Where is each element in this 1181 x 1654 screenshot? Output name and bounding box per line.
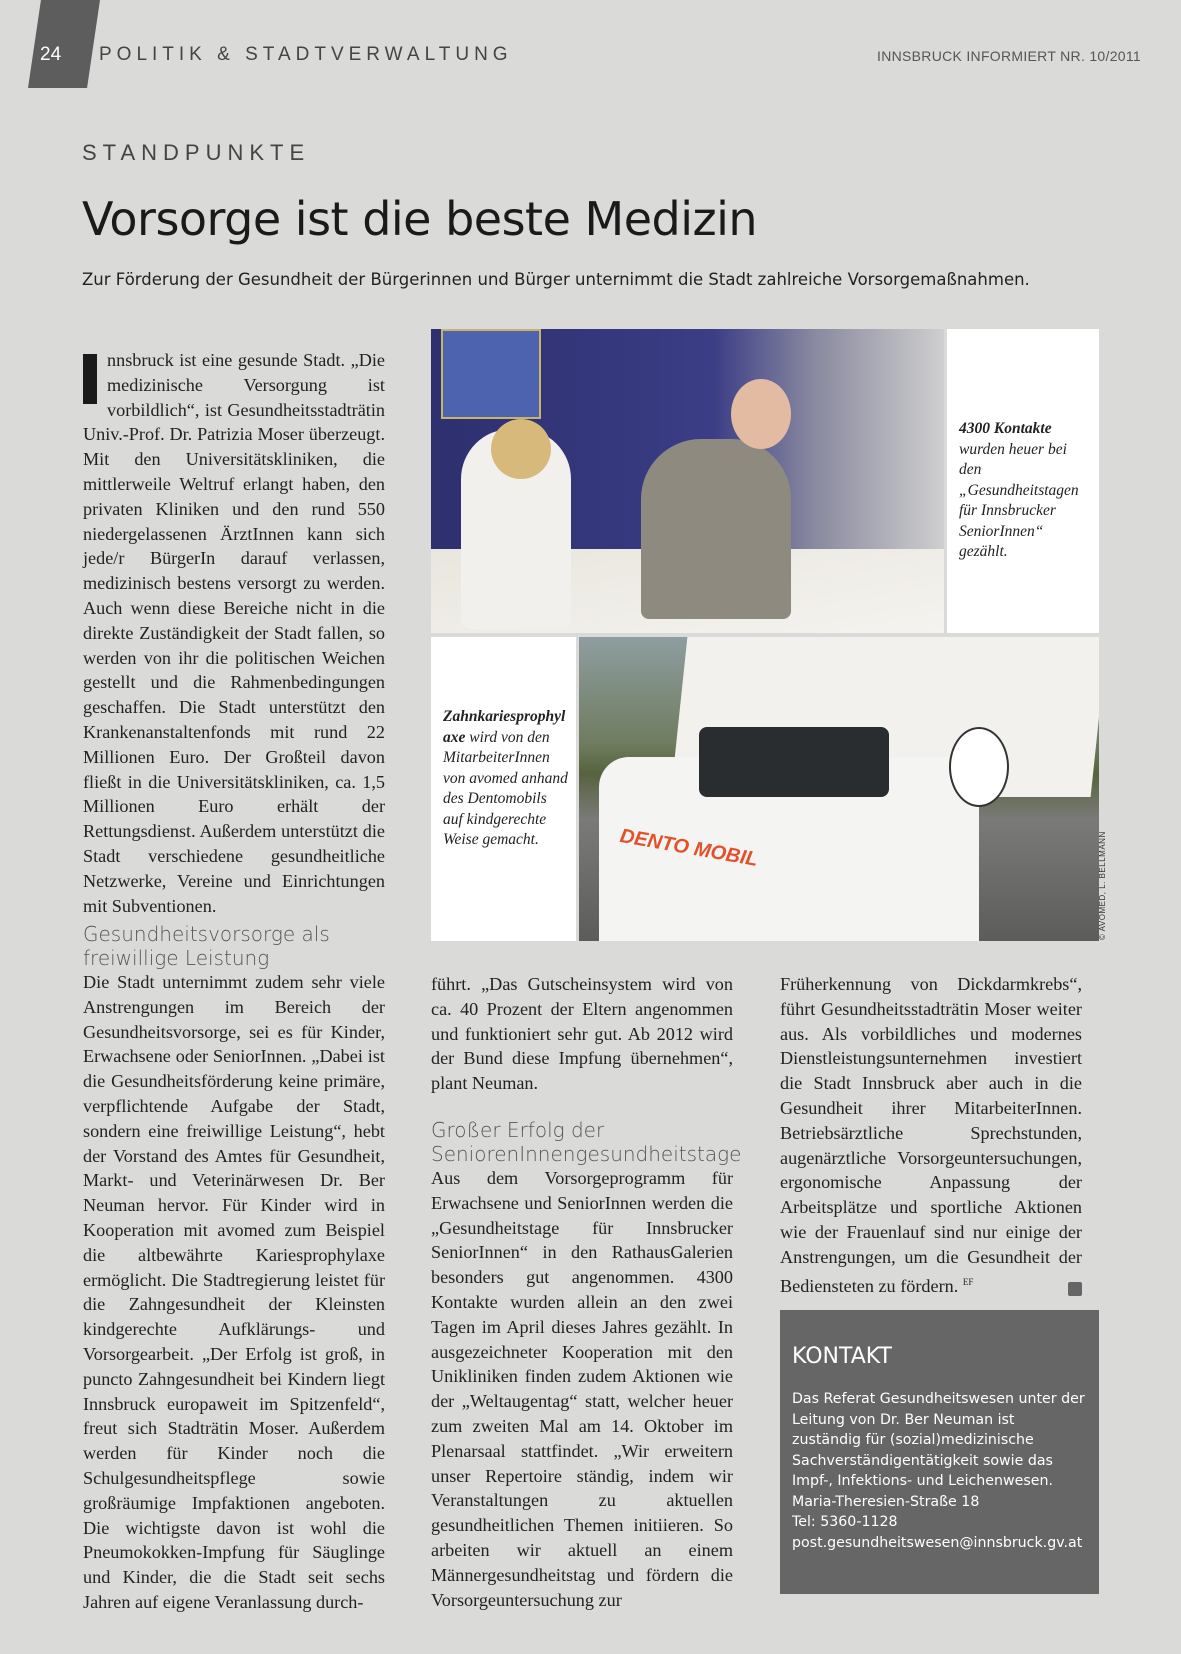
- paragraph-3-text: Früherkennung von Dickdarmkrebs“, führt Gesundheitsstadträtin Moser weiter aus. Als vorbildliches und modernes Dienstleistungsunternehmen investiert die Stadt Innsbruck aber auch in die Gesundheit ihrer MitarbeiterInnen. Betriebsärztliche Sprechstunden, augenärztliche Vorsorgeuntersuchungen, ergonomische Anpassung der Arbeitsplätze und sportliche Aktionen wie der Frauenlauf sind nur einige der Anstrengungen, um die Gesundheit der Bediensteten zu fördern.: [780, 974, 1082, 1296]
- section-title: POLITIK & STADTVERWALTUNG: [99, 44, 513, 65]
- subheading-2: Großer Erfolg der SeniorenInnengesundheitstage: [431, 1117, 742, 1166]
- windshield: [699, 727, 889, 797]
- contact-title: KONTAKT: [792, 1344, 892, 1369]
- contact-address: Maria-Theresien-Straße 18: [792, 1493, 980, 1510]
- person-hair: [491, 419, 551, 479]
- article-title: Vorsorge ist die beste Medizin: [82, 192, 758, 246]
- page-number-tab: [28, 0, 100, 88]
- contact-email[interactable]: post.gesundheitswesen@innsbruck.gv.at: [792, 1534, 1083, 1551]
- paragraph-2: Aus dem Vorsorgeprogramm für Erwachsene und SeniorInnen werden die „Gesundheitstage für Innsbrucker SeniorInnen“ in den RathausGalerien besonders gut angenommen. 4300 Kontakte wurden allein an den zwei Tagen im April dieses Jahres gezählt. In ausgezeichneter Kooperation mit den Unikliniken finden zudem Aktionen wie der „Weltaugentag“ statt, welcher heuer zum zweiten Mal am 14. Oktober im Plenarsaal stattfindet. „Wir erweitern unser Repertoire ständig, indem wir Veranstaltungen zu aktuellen gesundheitlichen Themen initiieren. So arbeiten wir aktuell an einem Männergesundheitstag und fördern die Vorsorgeuntersuchung zur: [431, 1167, 733, 1610]
- poster: [441, 329, 541, 419]
- end-mark-icon: [1068, 1282, 1082, 1296]
- caption-top-bold: 4300 Kontakte: [959, 420, 1052, 437]
- subheading-1: Gesundheitsvorsorge als freiwillige Leistung: [83, 922, 330, 970]
- drop-cap-i: [83, 354, 97, 404]
- intro-column: [83, 348, 385, 918]
- photo-credit: © AVOMED, L. BELLMANN: [1098, 831, 1107, 940]
- contact-box: [780, 1310, 1099, 1594]
- van-logo-text: DENTO MOBIL: [618, 825, 760, 871]
- paragraph-1b: führt. „Das Gutscheinsystem wird von ca. 40 Prozent der Eltern angenommen und funktioniert sehr gut. Ab 2012 wird der Bund diese Impfung übernehmen“, plant Neuman.: [431, 974, 733, 1094]
- kicker: STANDPUNKTE: [82, 140, 311, 165]
- intro-paragraph: nnsbruck ist eine gesunde Stadt. „Die medizinische Versorgung ist vorbildlich“, ist Gesundheitsstadträtin Univ.-Prof. Dr. Patrizia Moser überzeugt. Mit den Universitätskliniken, die mittlerweile Weltruf erlangt haben, den privaten Kliniken und den rund 550 niedergelassenen ÄrztInnen kann sich jede/r BürgerIn darauf verlassen, medizinisch bestens versorgt zu werden. Auch wenn diese Bereiche nicht in die direkte Zuständigkeit der Stadt fallen, so werden von ihr die politischen Weichen gestellt und die Rahmenbedingungen geschaffen. Die Stadt unterstützt den Krankenanstaltenfonds mit rund 22 Millionen Euro. Der Großteil davon fließt in die Universitätskliniken, ca. 1,5 Millionen Euro erhält der Rettungsdienst. Außerdem unterstützt die Stadt verschiedene gesundheitliche Netzwerke, Vereine und Einrichtungen mit Subventionen.: [83, 350, 385, 916]
- contact-text: Das Referat Gesundheitswesen unter der Leitung von Dr. Ber Neuman ist zuständig für (sozial)medizinische Sachverständigentätigkeit sowie das Impf-, Infektions- und Leichenwesen.: [792, 1391, 1085, 1489]
- column-1: [83, 922, 385, 1615]
- person-grey-jacket: [641, 439, 791, 619]
- author-initials: EF: [962, 1276, 974, 1287]
- column-2: [431, 972, 742, 1612]
- paragraph-1a: Die Stadt unternimmt zudem sehr viele Anstrengungen im Bereich der Gesundheitsvorsorge, sei es für Kinder, Erwachsene oder SeniorInnen. „Dabei ist die Gesundheitsförderung keine primäre, verpflichtende Aufgabe der Stadt, sondern eine freiwillige Leistung“, hebt der Vorstand des Amtes für Gesundheit, Markt- und Veterinärwesen Dr. Ber Neuman hervor. Für Kinder wird in Kooperation mit avomed zum Beispiel die altbewährte Kariesprophylaxe ermöglicht. Die Stadtregierung leistet für die Zahngesundheit der Kleinsten kindgerechte Aufklärungs- und Vorsorgearbeit. „Der Erfolg ist groß, in puncto Zahngesundheit bei Kindern liegt Innsbruck europaweit im Spitzenfeld“, freut sich Stadträtin Moser. Außerdem werden für Kinder noch die Schulgesundheitspflege sowie großräumige Impfaktionen angeboten. Die wichtigste davon ist wohl die Pneumokokken-Impfung für Säuglinge und Kinder, die die Stadt seit sechs Jahren auf eigene Veranlassung durch-: [83, 972, 385, 1612]
- caption-bottom-bold: Zahnkariesprophylaxe: [443, 708, 566, 746]
- caption-top-text: wurden heuer bei den „Gesundheitstagen für Innsbrucker SeniorInnen“ gezählt.: [959, 440, 1079, 560]
- page-number: 24: [40, 44, 62, 65]
- article-subtitle: Zur Förderung der Gesundheit der Bürgerinnen und Bürger unternimmt die Stadt zahlreiche Vorsorgemaßnahmen.: [82, 270, 1030, 289]
- caption-bottom-text: wird von den MitarbeiterInnen von avomed anhand des Dentomobils auf kindgerechte Weise gemacht.: [443, 728, 568, 848]
- column-3: [780, 972, 1082, 1296]
- issue-label: INNSBRUCK INFORMIERT NR. 10/2011: [877, 48, 1141, 64]
- contact-phone: Tel: 5360-1128: [792, 1514, 898, 1530]
- dentomobil-van-photo: [579, 637, 1099, 941]
- seniors-health-day-photo: [431, 329, 944, 633]
- speech-bubble: [949, 727, 1009, 807]
- paragraph-3: [780, 972, 1082, 1298]
- photo-caption-bottom: [431, 637, 576, 941]
- person-head: [731, 379, 791, 449]
- photo-caption-top: [947, 329, 1099, 633]
